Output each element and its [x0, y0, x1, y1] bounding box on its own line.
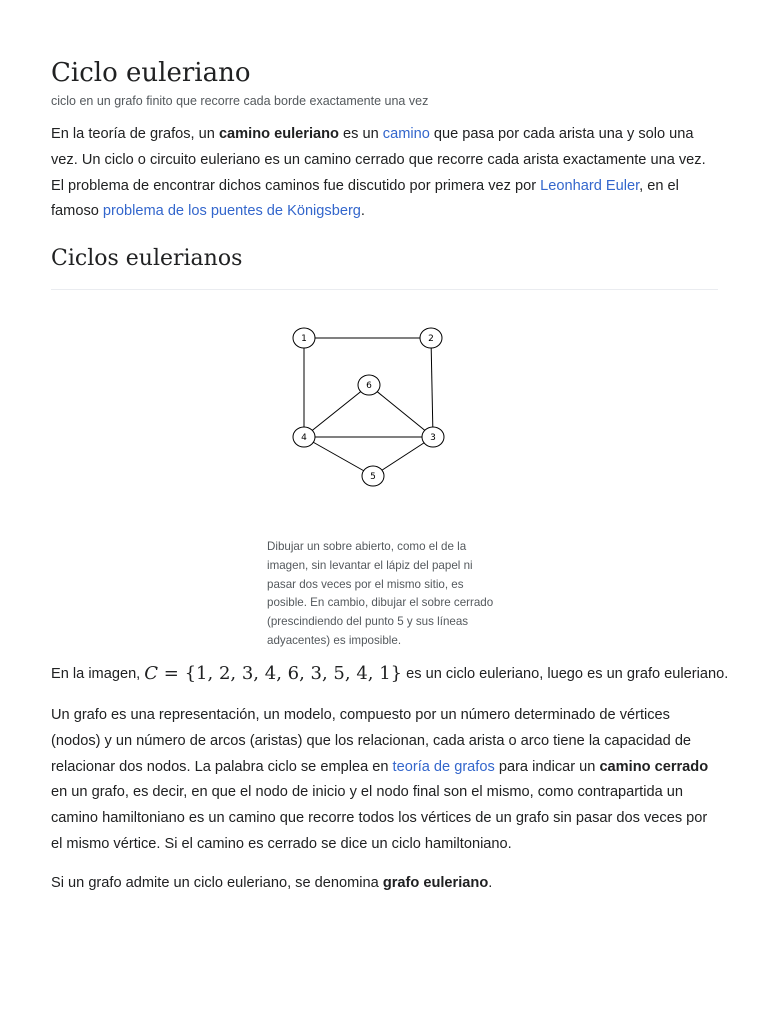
intro-paragraph [51, 122, 718, 225]
section-heading: Ciclos eulerianos [51, 246, 243, 271]
link-camino[interactable]: camino [382, 126, 430, 142]
graph-figure [291, 318, 491, 498]
final-paragraph [51, 871, 718, 897]
intro-text-1: En la teoría de grafos, un [51, 126, 219, 142]
page-subtitle: ciclo en un grafo finito que recorre cada borde exactamente una vez [51, 94, 429, 108]
bold-camino-cerrado: camino cerrado [599, 758, 709, 775]
graph-nodes [293, 328, 444, 486]
edge-2-3 [431, 338, 433, 437]
node-5-label: 5 [370, 472, 376, 482]
cycle-formula [144, 663, 402, 684]
page-title: Ciclo euleriano [51, 58, 251, 88]
cycle-formula-set: = {1, 2, 3, 4, 6, 3, 5, 4, 1} [158, 663, 403, 684]
bold-grafo-euleriano: grafo euleriano [382, 875, 489, 891]
section-divider [51, 289, 718, 290]
cycle-formula-var: C [144, 663, 159, 684]
node-2-label: 2 [428, 334, 434, 344]
definition-text-2: para indicar un [494, 758, 600, 775]
final-text-1: Si un grafo admite un ciclo euleriano, se denomina [51, 875, 383, 891]
intro-text-4: , en el famoso [51, 177, 679, 220]
link-konigsberg[interactable]: problema de los puentes de Königsberg [102, 203, 361, 220]
node-1-label: 1 [301, 334, 307, 344]
intro-text-3: que pasa por cada arista una y solo una vez. Un ciclo o circuito euleriano es un camino cerrado que recorre cada arista exactamente una vez. El problema de encontrar dichos caminos fue discutido por primera vez por [51, 126, 706, 194]
node-3-label: 3 [430, 433, 436, 443]
edge-4-6 [304, 385, 369, 437]
node-4-label: 4 [301, 433, 307, 443]
final-text-2: . [488, 875, 493, 891]
link-teoria-de-grafos[interactable]: teoría de grafos [392, 758, 495, 775]
edge-4-5 [304, 437, 373, 476]
cycle-text-after: es un ciclo euleriano, luego es un grafo euleriano. [402, 666, 729, 682]
bold-camino-euleriano: camino euleriano [218, 126, 339, 142]
definition-text-3: en un grafo, es decir, en que el nodo de inicio y el nodo final son el mismo, como contrapartida un camino hamiltoniano es un camino que recorre todos los vértices de un grafo sin pasar dos veces por el mismo vértice. Si el camino es cerrado se dice un ciclo hamiltoniano. [51, 784, 708, 852]
link-leonhard-euler[interactable]: Leonhard Euler [540, 177, 640, 194]
intro-text-5: . [360, 203, 365, 220]
cycle-paragraph [51, 661, 729, 688]
node-6-label: 6 [366, 381, 372, 391]
graph-edges [304, 338, 433, 476]
definition-text-1: Un grafo es una representación, un modelo, compuesto por un número determinado de vértices (nodos) y un número de arcos (aristas) que los relacionan, cada arista o arco tiene la capacidad de relacionar dos nodos. La palabra ciclo se emplea en [51, 707, 692, 775]
intro-text-2: es un [338, 126, 383, 142]
edge-6-3 [369, 385, 433, 437]
cycle-text-before: En la imagen, [51, 666, 145, 682]
definition-paragraph [51, 703, 718, 858]
figure-caption: Dibujar un sobre abierto, como el de la imagen, sin levantar el lápiz del papel ni pasar dos veces por el mismo sitio, es posible. En cambio, dibujar el sobre cerrado (prescindiendo del punto 5 y sus líneas adyacentes) es imposible. [267, 540, 494, 647]
